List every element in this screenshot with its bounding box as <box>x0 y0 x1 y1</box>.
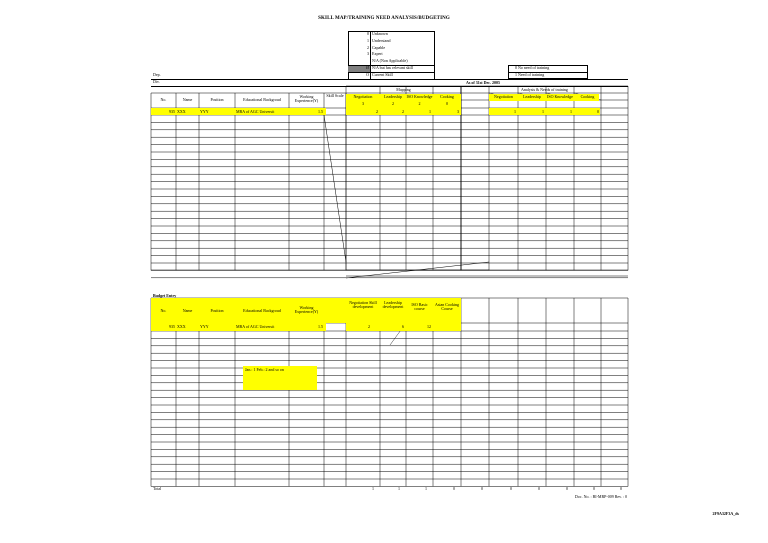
total-label: Total <box>153 486 162 491</box>
budget-entry-label: Budget Entry <box>153 293 177 298</box>
header-no: No. <box>160 97 167 102</box>
legend-code-3: 3 <box>367 51 369 57</box>
need-code-1: 1 <box>515 72 517 77</box>
budget-value-1: 6 <box>402 324 404 329</box>
legend-label-4: N/A (Non Applicable) <box>372 58 408 64</box>
row-analysis-1: 1 <box>542 108 544 114</box>
legend-label-3: Expert <box>372 51 383 57</box>
dep-label: Dep. <box>153 72 161 77</box>
budget-col-0: Negotiation Skill development <box>349 300 377 310</box>
total-value-2: 1 <box>425 486 427 491</box>
legend-label-2: Capable <box>372 44 386 50</box>
budget-row-position: YYY <box>200 324 209 329</box>
budget-header-no: No. <box>160 308 167 313</box>
row-experience: 1.5 <box>318 108 323 114</box>
budget-header-experience: Working Experience(Y) <box>294 305 319 315</box>
need-label-1: Need of training <box>518 72 545 77</box>
legend-label-5: N/A but has relevant skill <box>372 65 413 70</box>
header-name: Name <box>182 97 193 102</box>
row-mapping-2: 1 <box>429 108 431 114</box>
row-analysis-2: 1 <box>570 108 572 114</box>
budget-note-text: Jan.: 1 Feb.: 2 and so on <box>245 367 284 372</box>
total-value-6: 0 <box>538 486 540 491</box>
total-value-7: 0 <box>566 486 568 491</box>
mapping-level-2: 2 <box>418 101 421 106</box>
mapping-level-3: 0 <box>446 101 448 106</box>
doc-number: Doc. No. : BI-MRP-009 Rev. : 0 <box>574 494 627 499</box>
mapping-col-2: ISO Knowledge <box>406 94 433 99</box>
row-mapping-1: 2 <box>402 108 404 114</box>
budget-col-2: ISO Basic course <box>411 302 428 312</box>
legend-label-0: Unknown <box>372 31 388 36</box>
total-value-0: 1 <box>372 486 374 491</box>
need-label-0: No need of training <box>518 65 550 70</box>
analysis-col-1: Leadership <box>523 94 541 99</box>
mapping-level-0: 3 <box>362 101 364 106</box>
legend-label-6: Current Skill <box>372 71 393 77</box>
legend-code-5: Ø <box>366 65 369 70</box>
total-value-8: 0 <box>593 486 595 491</box>
budget-row-name: XXX <box>177 324 186 329</box>
as-of-date: As of 31st Dec. 2005 <box>465 80 501 85</box>
page-title: SKILL MAP/TRAINING NEED ANALYSIS/BUDGETING <box>318 16 450 21</box>
total-value-3: 0 <box>453 486 455 491</box>
analysis-col-3: Cooking <box>580 94 595 99</box>
budget-header-name: Name <box>182 308 193 313</box>
legend-code-0: 0 <box>367 31 369 36</box>
row-education: MBA of AGC Universit <box>236 108 275 114</box>
budget-col-3: Asian Cooking Course <box>434 302 460 312</box>
total-value-9: 0 <box>620 486 622 491</box>
budget-row-education: MBA of AGC Universit <box>236 324 275 329</box>
budget-header-position: Position <box>210 308 224 313</box>
row-position: YYY <box>200 108 209 114</box>
footer-code: 2F9A32F3A_ds <box>712 511 739 516</box>
header-position: Position <box>210 97 224 102</box>
legend-label-1: Understand <box>372 37 391 43</box>
row-mapping-0: 2 <box>376 108 378 114</box>
mapping-label: Mapping <box>396 87 411 92</box>
div-label: Div. <box>153 79 160 84</box>
total-value-4: 0 <box>481 486 483 491</box>
budget-value-0: 2 <box>368 324 370 329</box>
row-no: 935 <box>169 108 175 114</box>
budget-row-no: 935 <box>169 324 175 329</box>
total-value-1: 1 <box>398 486 400 491</box>
mapping-col-1: Leadership <box>384 94 402 99</box>
header-education: Educational Backgroud <box>243 97 281 102</box>
mapping-col-0: Negotiation <box>353 94 373 99</box>
budget-col-1: Leadership development <box>382 300 404 310</box>
row-name: XXX <box>177 108 186 114</box>
header-skill-scale: Skill Scale <box>326 93 344 98</box>
mapping-col-3: Cooking <box>440 94 454 99</box>
row-analysis-3: 0 <box>597 108 599 114</box>
mapping-level-1: 2 <box>392 101 394 106</box>
budget-header-education: Educational Backgroud <box>243 308 281 313</box>
analysis-label: Analysis & Needs of training <box>521 87 568 92</box>
total-value-5: 0 <box>510 486 512 491</box>
legend-code-1: 1 <box>367 37 369 43</box>
need-code-0: 0 <box>515 65 517 70</box>
row-mapping-3: 3 <box>457 108 459 114</box>
budget-row-experience: 1.5 <box>318 324 323 329</box>
legend-code-2: 2 <box>367 44 369 50</box>
analysis-col-2: ISO Knowledge <box>547 94 573 99</box>
analysis-col-0: Negotiation <box>494 94 513 99</box>
legend-code-6: O <box>366 71 369 77</box>
budget-value-2: 12 <box>427 324 431 329</box>
row-analysis-0: 1 <box>514 108 516 114</box>
header-experience: Working Experience(Y) <box>294 94 319 104</box>
